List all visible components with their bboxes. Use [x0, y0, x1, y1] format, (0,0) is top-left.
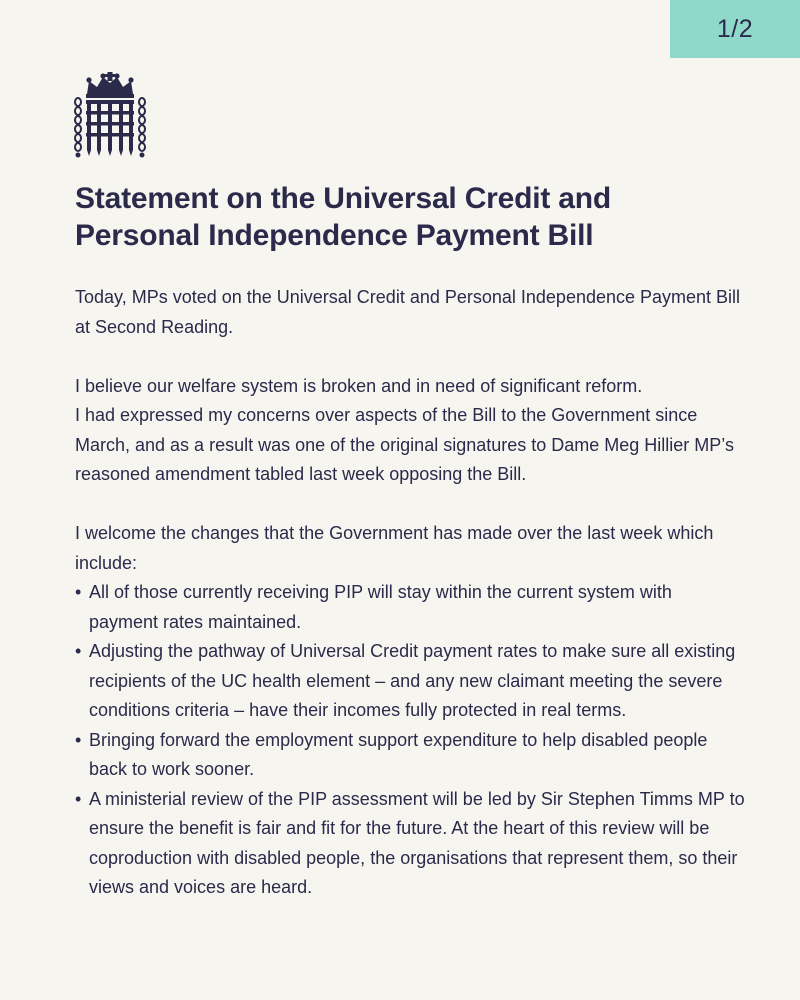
list-item-text: All of those currently receiving PIP will stay within the current system with payment rates maintained. — [89, 582, 672, 632]
bullet-marker: • — [75, 582, 82, 602]
list-item — [75, 785, 745, 903]
statement-body — [75, 283, 745, 903]
paragraph-reform: I believe our welfare system is broken and in need of significant reform. — [75, 375, 643, 396]
paragraph-intro: Today, MPs voted on the Universal Credit and Personal Independence Payment Bill at Second Reading. — [75, 287, 741, 337]
paragraph-concerns: I had expressed my concerns over aspects of the Bill to the Government since March, and as a result was one of the original signatures to Dame Meg Hillier MP’s reasoned amendment tabled last week opposing the Bill. — [75, 405, 734, 484]
list-item-text: Bringing forward the employment support expenditure to help disabled people back to work sooner. — [89, 729, 708, 779]
portcullis-icon — [73, 72, 147, 160]
page-indicator-badge — [670, 0, 800, 58]
page-indicator-text: 1/2 — [716, 14, 754, 43]
list-item — [75, 726, 745, 785]
bullet-marker: • — [75, 641, 82, 661]
list-item — [75, 578, 745, 637]
bullet-marker: • — [75, 788, 82, 809]
statement-title: Statement on the Universal Credit and Personal Independence Payment Bill — [75, 182, 612, 252]
bullet-marker: • — [75, 729, 82, 750]
list-item — [75, 637, 745, 726]
changes-list — [75, 578, 745, 903]
list-item-text: Adjusting the pathway of Universal Credit payment rates to make sure all existing recipients of the UC health element – and any new claimant meeting the severe conditions criteria – have their incomes fully protected in real terms. — [89, 641, 736, 720]
paragraph-welcome: I welcome the changes that the Government has made over the last week which include: — [75, 523, 714, 573]
list-item-text: A ministerial review of the PIP assessment will be led by Sir Stephen Timms MP to ensure the benefit is fair and fit for the future. At the heart of this review will be coproduction with disabled people, the organisations that represent them, so their views and voices are heard. — [89, 788, 745, 897]
